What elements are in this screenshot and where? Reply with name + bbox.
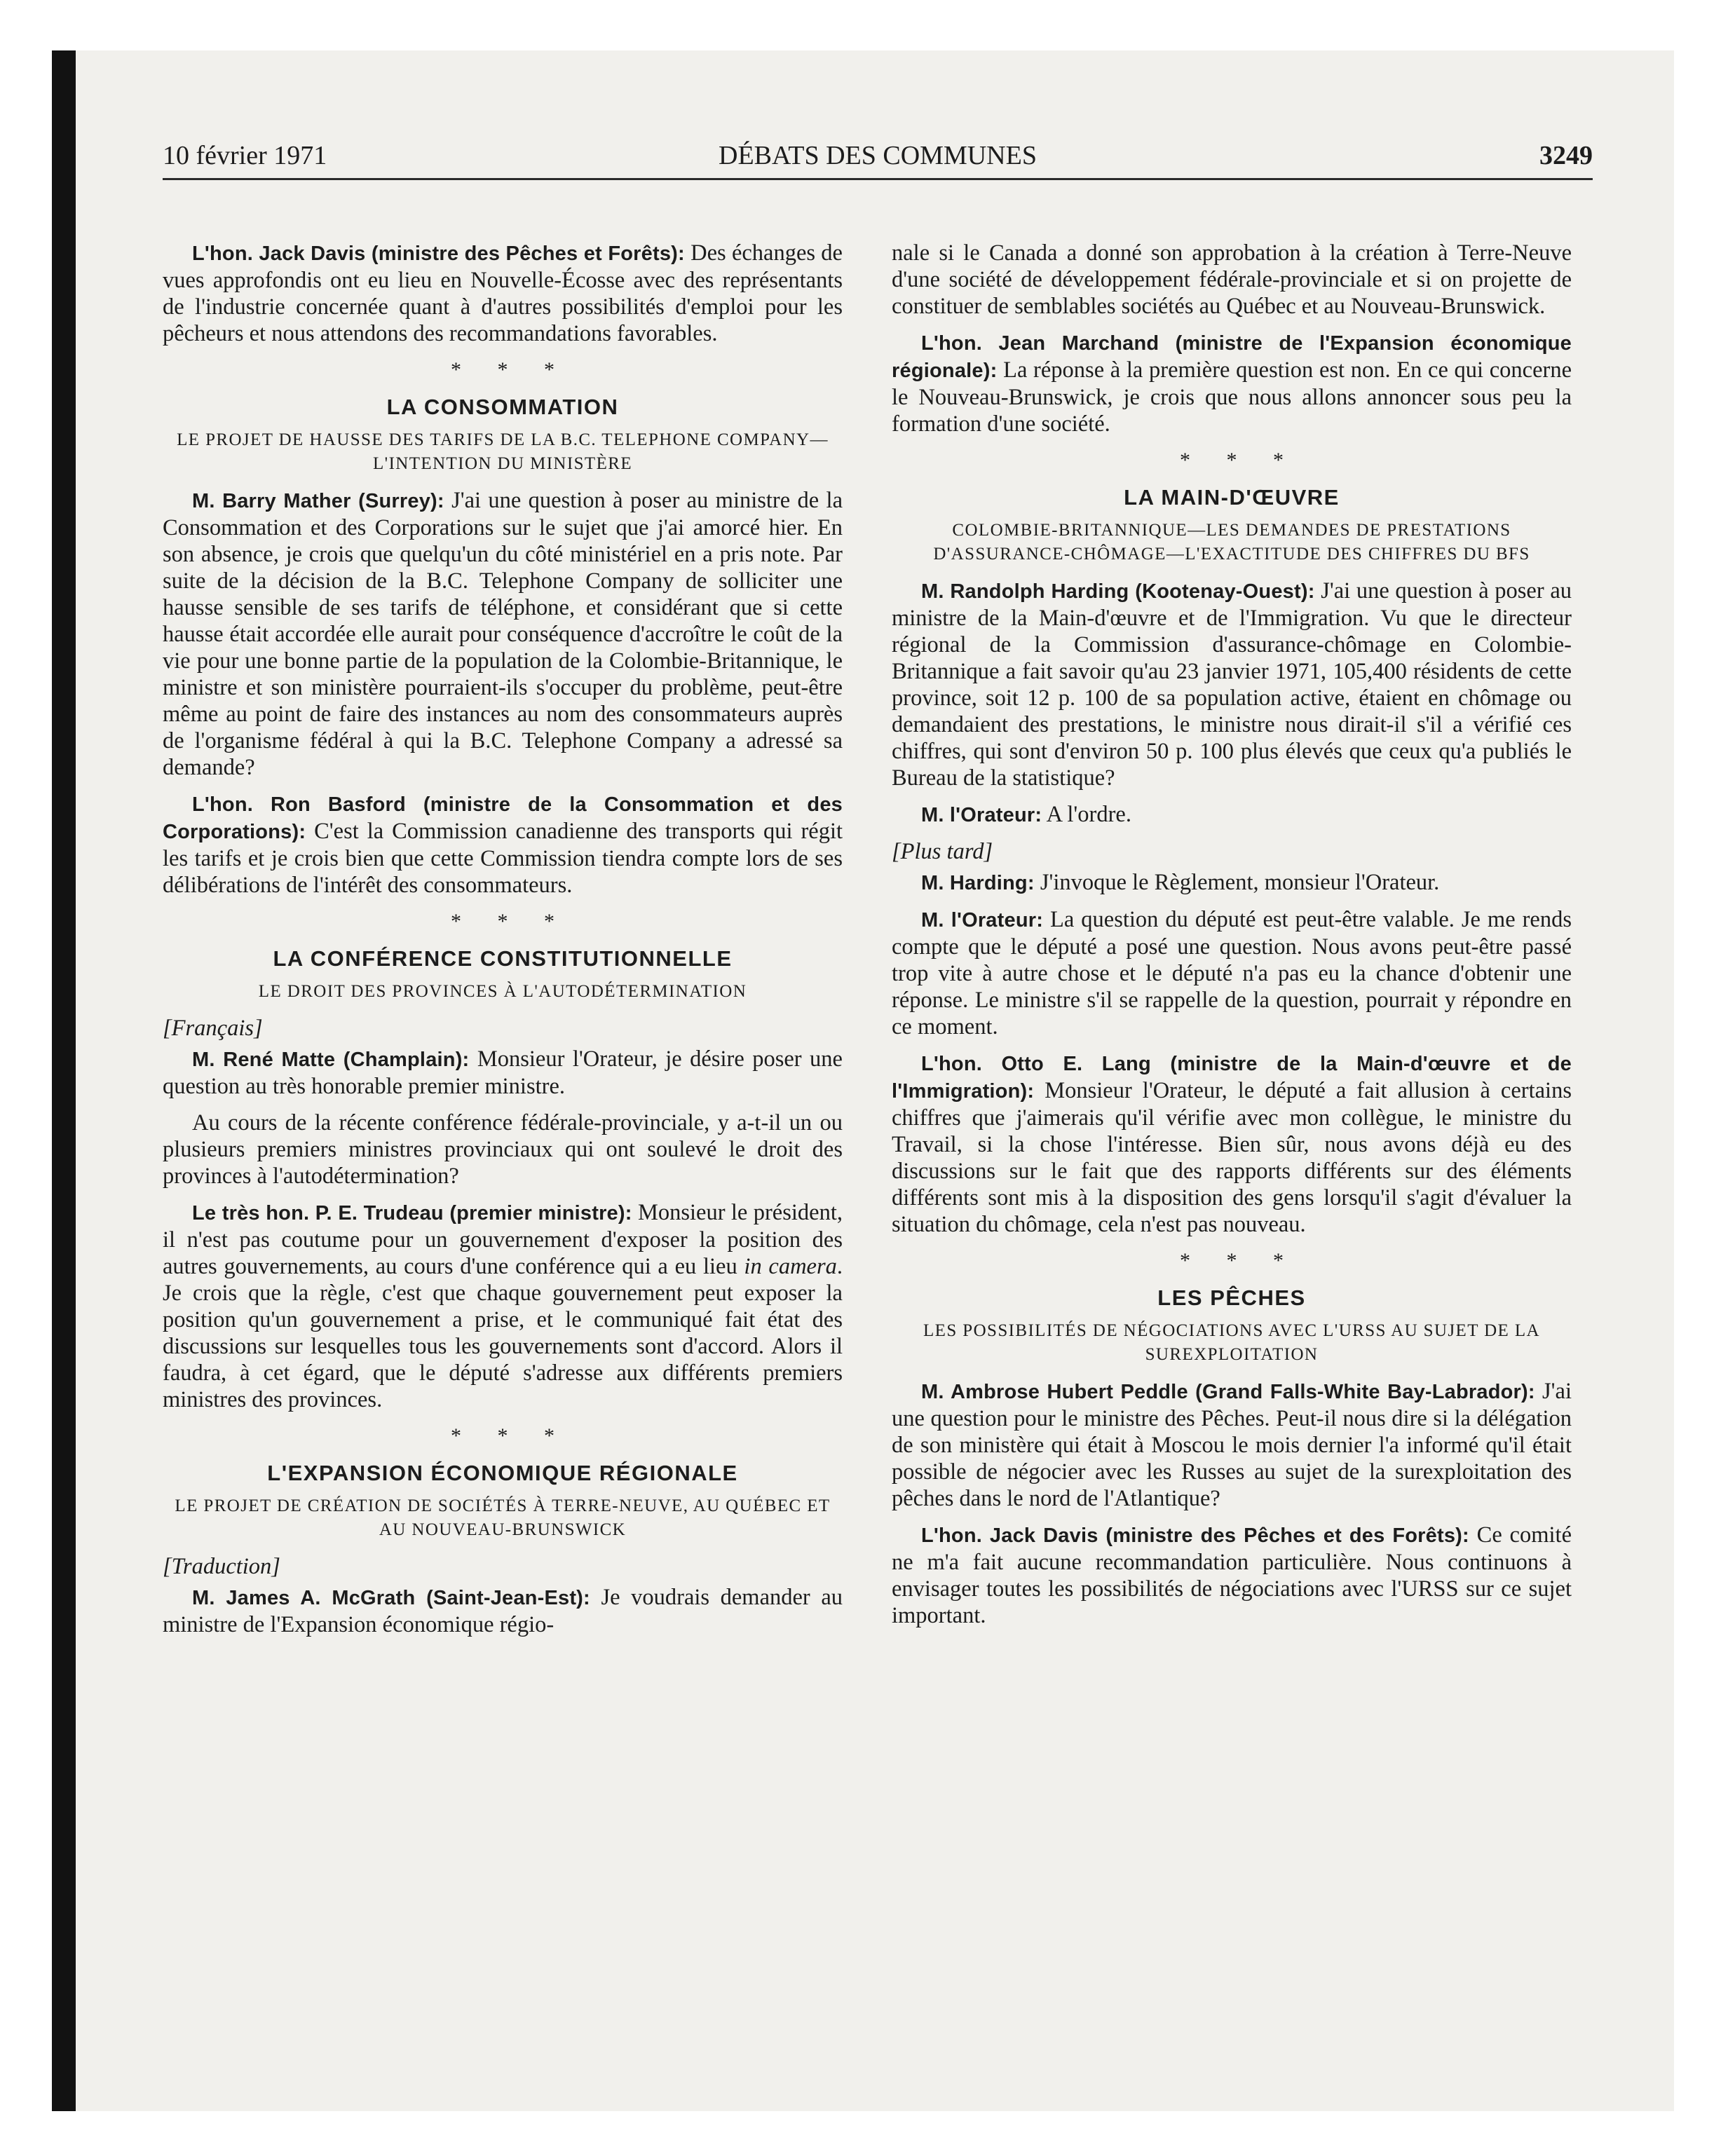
speech-text: Des échanges de vues approfondis ont eu lieu en Nouvelle-Écosse avec des représentants de l'industrie concernée quant à d'autres possibilités d'emploi pour les pêcheurs et nous attendons des recommandations favorables. <box>163 240 843 346</box>
speaker-name: M. l'Orateur: <box>921 804 1042 826</box>
speaker-name: M. Randolph Harding (Kootenay-Ouest): <box>921 580 1315 603</box>
paragraph <box>163 487 843 781</box>
speaker-name: M. René Matte (Champlain): <box>192 1049 470 1071</box>
speaker-name: M. Harding: <box>921 872 1035 894</box>
section-separator: * * * <box>451 358 570 381</box>
speaker-name: M. l'Orateur: <box>921 909 1044 932</box>
subheading: LES POSSIBILITÉS DE NÉGOCIATIONS AVEC L'URSS AU SUJET DE LA SUREXPLOITATION <box>923 1321 1540 1364</box>
speaker-name: M. James A. McGrath (Saint-Jean-Est): <box>192 1587 590 1609</box>
paragraph <box>892 1378 1572 1512</box>
paragraph: Au cours de la récente conférence fédérale-provinciale, y a-t-il un ou plusieurs premiers ministres provinciaux qui ont soulevé le droit des provinces à l'autodétermination? <box>163 1110 843 1189</box>
subheading: LE DROIT DES PROVINCES À L'AUTODÉTERMINATION <box>258 982 747 1001</box>
header-rule <box>163 178 1593 180</box>
paragraph <box>163 1046 843 1100</box>
header-date: 10 février 1971 <box>163 141 327 170</box>
section-heading: LA CONSOMMATION <box>386 395 619 419</box>
section-separator: * * * <box>451 1424 570 1447</box>
right-column <box>892 240 1572 1639</box>
speaker-name: L'hon. Jack Davis (ministre des Pêches et Forêts): <box>192 243 685 265</box>
speech-text: La réponse à la première question est non. En ce qui concerne le Nouveau-Brunswick, je crois que nous allons annoncer sous peu la formation d'une société. <box>892 357 1572 437</box>
speech-text: Je voudrais demander au ministre de l'Expansion économique régio- <box>163 1585 843 1637</box>
header-title: DÉBATS DES COMMUNES <box>719 141 1037 170</box>
subheading: LE PROJET DE HAUSSE DES TARIFS DE LA B.C. TELEPHONE COMPANY—L'INTENTION DU MINISTÈRE <box>177 430 829 473</box>
section-heading: LA CONFÉRENCE CONSTITUTIONNELLE <box>273 946 733 971</box>
language-note: [Français] <box>163 1016 263 1041</box>
speech-text: J'invoque le Règlement, monsieur l'Orateur. <box>1034 870 1440 895</box>
paragraph <box>163 1584 843 1638</box>
speech-text: Monsieur l'Orateur, je désire poser une question au très honorable premier ministre. <box>163 1046 843 1099</box>
binding-shadow <box>52 50 76 2111</box>
speaker-name: M. Ambrose Hubert Peddle (Grand Falls-White Bay-Labrador): <box>921 1381 1535 1403</box>
page-number: 3249 <box>1539 141 1593 170</box>
left-column <box>163 240 843 1648</box>
speech-text: Monsieur l'Orateur, le député a fait allusion à certains chiffres que j'aimerais qu'il vérifie avec mon collègue, le ministre du Travail, si la chose l'intéresse. Bien sûr, nous avons déjà eu des discussions sur le fait que des rapports différents sur des éléments différents sont mis à la disposition des gens lorsqu'il s'agit d'évaluer la situation du chômage, cela n'est pas nouveau. <box>892 1078 1572 1237</box>
speech-text: J'ai une question à poser au ministre de la Main-d'œuvre et de l'Immigration. Vu que le directeur régional de la Commission d'assurance-chômage en Colombie-Britannique a fait savoir qu'au 23 janvier 1971, 105,400 résidents de cette province, soit 12 p. 100 de sa population active, étaient en chômage ou demandaient des prestations, le ministre nous dirait-il s'il a vérifié ces chiffres, qui sont d'environ 50 p. 100 plus élevés que ceux qu'a publiés le Bureau de la statistique? <box>892 578 1572 791</box>
paragraph <box>163 240 843 347</box>
section-heading: L'EXPANSION ÉCONOMIQUE RÉGIONALE <box>267 1461 738 1485</box>
section-separator: * * * <box>451 910 570 933</box>
paragraph <box>892 906 1572 1040</box>
speech-text: Monsieur le président, il n'est pas coutume pour un gouvernement d'exposer la position des autres gouvernements, au cours d'une conférence qui a eu lieu <box>163 1200 843 1279</box>
speech-text: J'ai une question pour le ministre des Pêches. Peut-il nous dire si la délégation de son ministère qui était à Moscou le mois dernier l'a informé qu'il était possible de négocier avec les Russes au sujet de la surexploitation des pêches dans le nord de l'Atlantique? <box>892 1379 1572 1511</box>
paragraph <box>892 801 1572 828</box>
paragraph <box>892 578 1572 791</box>
section-separator: * * * <box>1180 1249 1299 1272</box>
paragraph <box>892 1050 1572 1238</box>
section-heading: LA MAIN-D'ŒUVRE <box>1124 485 1340 510</box>
speech-text: C'est la Commission canadienne des transports qui régit les tarifs et je crois bien que cette Commission tiendra compte lors de ses délibérations de l'intérêt des consommateurs. <box>163 819 843 898</box>
speaker-name: Le très hon. P. E. Trudeau (premier ministre): <box>192 1202 632 1224</box>
speaker-name: L'hon. Jean Marchand (ministre de l'Expansion économique régionale): <box>892 332 1572 382</box>
running-header <box>163 140 1593 179</box>
procedural-note: [Plus tard] <box>892 839 993 864</box>
paragraph <box>892 1522 1572 1629</box>
italic-phrase: in camera <box>744 1254 837 1279</box>
speaker-name: L'hon. Jack Davis (ministre des Pêches et des Forêts): <box>921 1524 1469 1547</box>
speaker-name: M. Barry Mather (Surrey): <box>192 490 444 512</box>
paragraph <box>892 869 1572 896</box>
subheading: LE PROJET DE CRÉATION DE SOCIÉTÉS À TERRE-NEUVE, AU QUÉBEC ET AU NOUVEAU-BRUNSWICK <box>175 1496 831 1539</box>
speech-text: La question du député est peut-être valable. Je me rends compte que le député a posé une question. Nous avons peut-être passé trop vite à autre chose et le député n'a pas eu la chance d'obtenir une réponse. Le ministre s'il se rappelle de la question, pourrait y répondre en ce moment. <box>892 907 1572 1039</box>
speech-text: Ce comité ne m'a fait aucune recommandation particulière. Nous continuons à envisager toutes les possibilités de négociations avec l'URSS sur ce sujet important. <box>892 1522 1572 1628</box>
speech-text: A l'ordre. <box>1042 802 1131 827</box>
paragraph: nale si le Canada a donné son approbation à la création à Terre-Neuve d'une société de développement fédérale-provinciale et si on projette de constituer de semblables sociétés au Québec et au Nouveau-Brunswick. <box>892 240 1572 319</box>
speaker-name: L'hon. Otto E. Lang (ministre de la Main-d'œuvre et de l'Immigration): <box>892 1053 1572 1103</box>
paragraph <box>163 791 843 899</box>
speech-text: . Je crois que la règle, c'est que chaque gouvernement peut exposer la position qu'un gouvernement a prise, et le communiqué fait état des discussions sur lesquelles tous les gouvernements sont d'accord. Alors il faudra, à cet égard, que le député s'adresse aux différents premiers ministres des provinces. <box>163 1254 843 1412</box>
paragraph <box>892 329 1572 437</box>
language-note: [Traduction] <box>163 1554 280 1579</box>
speaker-name: L'hon. Ron Basford (ministre de la Consommation et des Corporations): <box>163 793 843 843</box>
subheading: COLOMBIE-BRITANNIQUE—LES DEMANDES DE PRESTATIONS D'ASSURANCE-CHÔMAGE—L'EXACTITUDE DES CHIFFRES DU BFS <box>933 521 1530 564</box>
section-separator: * * * <box>1180 449 1299 472</box>
section-heading: LES PÊCHES <box>1157 1285 1306 1310</box>
speech-text: J'ai une question à poser au ministre de la Consommation et des Corporations sur le sujet que j'ai amorcé hier. En son absence, je crois que quelqu'un du côté ministériel en a pris note. Par suite de la décision de la B.C. Telephone Company de solliciter une hausse sensible de ses tarifs de téléphone, et considérant que si cette hausse était accordée elle aurait pour conséquence d'accroître le coût de la vie pour une bonne partie de la population de la Colombie-Britannique, le ministre et son ministère pourraient-ils s'occuper du problème, peut-être même au point de faire des instances au nom des consommateurs auprès de l'organisme fédéral à qui la B.C. Telephone Company a adressé sa demande? <box>163 488 843 780</box>
paragraph <box>163 1199 843 1413</box>
